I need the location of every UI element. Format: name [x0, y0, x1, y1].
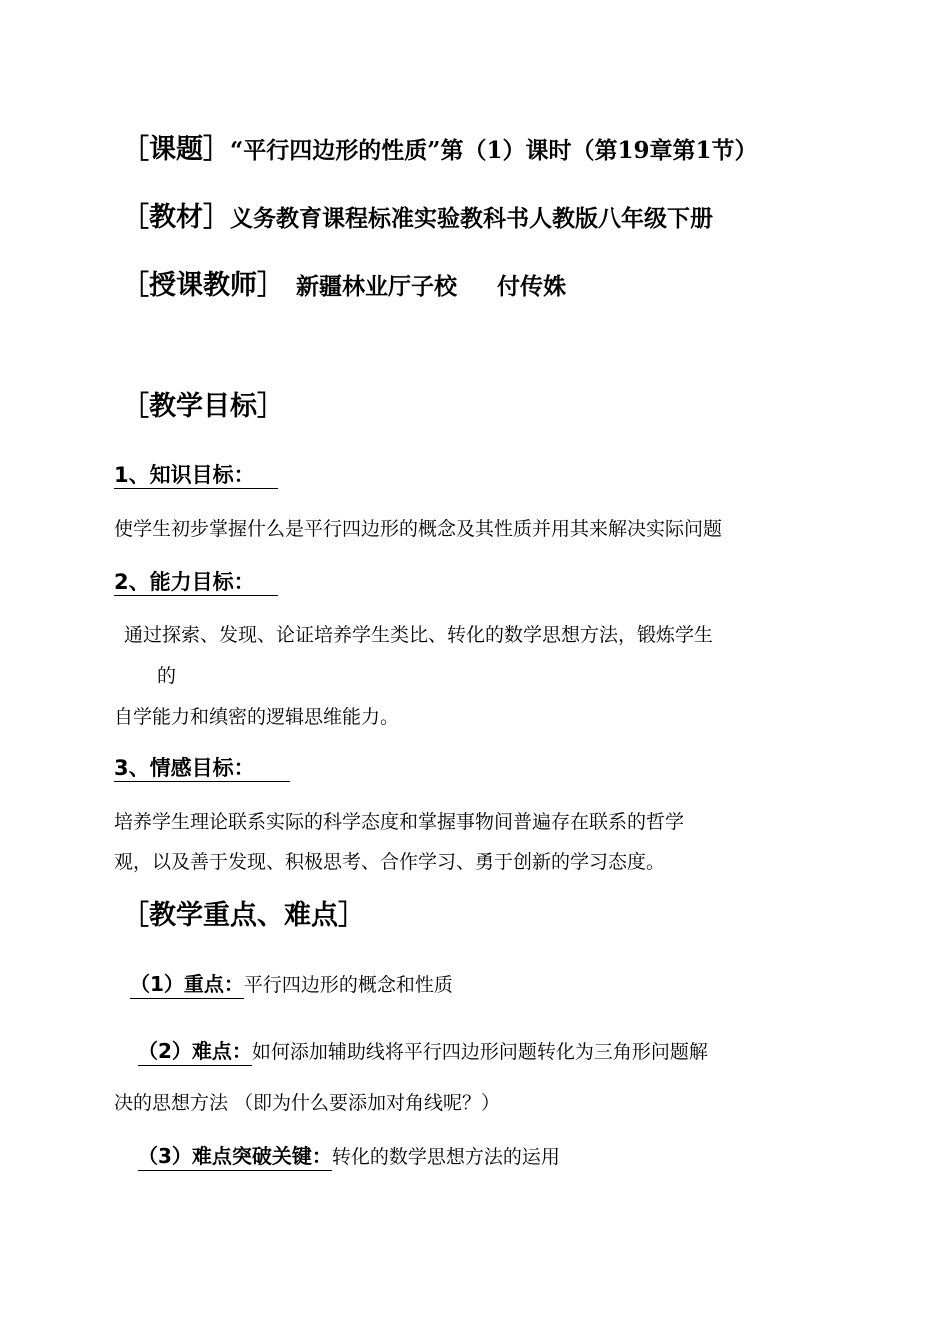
knowledge-text: 使学生初步掌握什么是平行四边形的概念及其性质并用其来解决实际问题	[114, 518, 723, 540]
focus-label: （1）重点：	[130, 972, 244, 999]
difficulty-line1: 如何添加辅助线将平行四边形问题转化为三角形问题解	[251, 1041, 708, 1063]
ability-line3: 自学能力和缜密的逻辑思维能力。	[114, 706, 400, 728]
breakthrough-row	[138, 1146, 560, 1167]
topic-label: ［课题］	[122, 134, 230, 165]
teacher-school: 新疆林业厅子校	[296, 273, 457, 300]
key-points-title: ［教学重点、难点］	[122, 900, 365, 931]
focus-text: 平行四边形的概念和性质	[243, 974, 453, 996]
breakthrough-text: 转化的数学思想方法的运用	[331, 1146, 560, 1168]
ability-label: 2、能力目标：	[114, 572, 278, 596]
difficulty-row	[138, 1041, 708, 1062]
knowledge-label: 1、知识目标：	[114, 465, 278, 489]
teacher-row	[122, 272, 566, 299]
textbook-value: 义务教育课程标准实验教科书人教版八年级下册	[230, 205, 713, 232]
focus-row	[130, 974, 453, 995]
emotion-line2: 观，以及善于发现、积极思考、合作学习、勇于创新的学习态度。	[114, 851, 666, 873]
teacher-label: ［授课教师］	[122, 270, 284, 301]
emotion-label: 3、情感目标：	[114, 758, 290, 782]
textbook-row	[122, 204, 713, 231]
ability-line1: 通过探索、发现、论证培养学生类比、转化的数学思想方法，锻炼学生	[124, 624, 714, 646]
topic-value: “平行四边形的性质”第（1）课时（第19章第1节）	[230, 137, 758, 164]
objectives-title: ［教学目标］	[122, 391, 284, 422]
topic-row	[122, 136, 757, 163]
difficulty-line2: 决的思想方法 （即为什么要添加对角线呢？）	[114, 1092, 501, 1114]
emotion-line1: 培养学生理论联系实际的科学态度和掌握事物间普遍存在联系的哲学	[114, 811, 685, 833]
textbook-label: ［教材］	[122, 202, 230, 233]
breakthrough-label: （3）难点突破关键：	[138, 1144, 332, 1171]
ability-line2: 的	[157, 665, 177, 687]
teacher-name: 付传姝	[497, 273, 566, 300]
difficulty-label: （2）难点：	[138, 1039, 252, 1066]
